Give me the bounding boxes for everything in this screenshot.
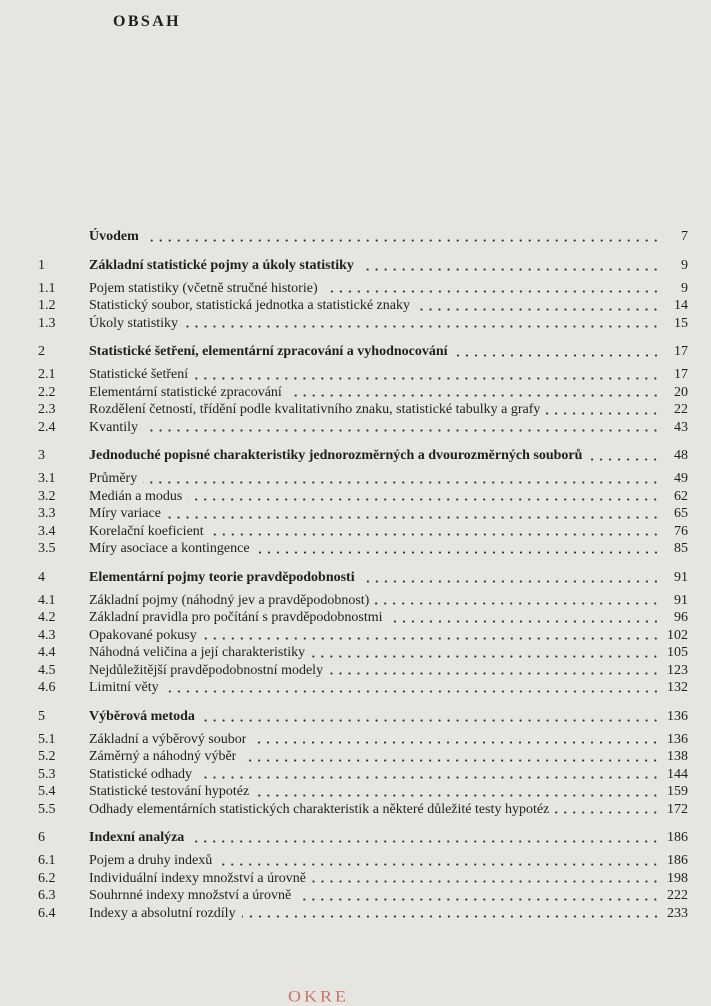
toc-page-number: 91 <box>674 592 688 608</box>
dot-leader <box>167 516 660 519</box>
toc-page-number: 49 <box>674 471 688 486</box>
toc-number: 2.2 <box>38 384 56 400</box>
toc-section-row <box>38 592 688 610</box>
toc-section-row <box>38 297 688 315</box>
toc-number: 4 <box>38 569 45 585</box>
toc-number: 1.3 <box>38 315 56 331</box>
dot-leader <box>203 637 660 640</box>
toc-title: Elementární statistické zpracování <box>89 384 282 400</box>
toc-page-number: 9 <box>681 280 688 296</box>
toc-page-number: 22 <box>674 402 688 417</box>
toc-title: Medián a modus <box>89 488 183 504</box>
toc-title: Rozdělení četností, třídění podle kvalitativního znaku, statistické tabulky a grafy <box>89 402 541 417</box>
toc-number: 6.4 <box>38 905 56 921</box>
toc-number: 5.3 <box>38 766 56 782</box>
toc-page-number: 20 <box>674 384 688 400</box>
dot-leader <box>324 290 660 293</box>
toc-page-number: 43 <box>674 419 688 435</box>
toc-page-number: 91 <box>674 569 688 585</box>
toc-number: 3.3 <box>38 506 56 521</box>
toc-number: 4.5 <box>38 662 56 678</box>
toc-page-number: 136 <box>667 708 688 724</box>
dot-leader <box>297 898 660 901</box>
toc-chapter-row <box>38 256 688 275</box>
toc-title: Individuální indexy množství a úrovně <box>89 870 306 886</box>
toc-title: Indexy a absolutní rozdíly <box>89 905 236 921</box>
toc-page-number: 48 <box>674 448 688 463</box>
toc-page-number: 172 <box>667 801 688 817</box>
toc-title: Souhrnné indexy množství a úrovně <box>89 888 292 903</box>
toc-number: 2.4 <box>38 419 56 435</box>
toc-section-row <box>38 609 688 627</box>
toc-title: Limitní věty <box>89 680 159 695</box>
toc-section-row <box>38 870 688 888</box>
dot-leader <box>165 690 660 693</box>
toc-number: 4.2 <box>38 610 56 625</box>
toc-title: Statistické šetření, elementární zpracování a vyhodnocování <box>89 344 448 359</box>
dot-leader <box>201 719 660 722</box>
toc-section-row <box>38 783 688 801</box>
toc-section-row <box>38 401 688 419</box>
toc-number: 5 <box>38 708 45 724</box>
dot-leader <box>210 533 660 536</box>
toc-title: Indexní analýza <box>89 830 185 845</box>
toc-page-number: 186 <box>667 830 688 845</box>
dot-leader <box>360 268 660 271</box>
toc-section-row <box>38 644 688 662</box>
toc-number: 4.3 <box>38 627 56 643</box>
toc-title: Nejdůležitější pravděpodobnostní modely <box>89 662 324 678</box>
toc-number: 6.2 <box>38 870 56 886</box>
toc-section-row <box>38 662 688 680</box>
dot-leader <box>145 239 660 242</box>
toc-number: 4.4 <box>38 645 56 660</box>
toc-page-number: 136 <box>667 731 688 747</box>
toc-page-number: 62 <box>674 488 688 504</box>
dot-leader <box>454 354 660 357</box>
toc-section-row <box>38 852 688 870</box>
toc-page-number: 222 <box>667 888 688 903</box>
toc-number: 1.2 <box>38 298 56 313</box>
toc-title: Statistické testování hypotéz <box>89 784 250 799</box>
toc-page-number: 14 <box>674 298 688 313</box>
toc-page-number: 96 <box>674 610 688 625</box>
toc-page-number: 85 <box>674 541 688 556</box>
toc-page-number: 15 <box>674 315 688 331</box>
dot-leader <box>329 672 660 675</box>
dot-leader <box>143 481 660 484</box>
toc-section-row <box>38 505 688 523</box>
toc-title: Úvodem <box>89 229 139 244</box>
toc-title: Statistické šetření <box>89 367 189 382</box>
toc-title: Kvantily <box>89 419 138 435</box>
toc-number: 3.1 <box>38 471 56 486</box>
toc-section-row <box>38 384 688 402</box>
toc-section-row <box>38 748 688 766</box>
toc-section-row <box>38 540 688 558</box>
dot-leader <box>288 394 660 397</box>
dot-leader <box>256 551 660 554</box>
toc-title: Výběrová metoda <box>89 708 195 724</box>
toc-section-row <box>38 366 688 384</box>
toc-section-row <box>38 887 688 905</box>
toc-section-row <box>38 679 688 697</box>
dot-leader <box>389 620 660 623</box>
dot-leader <box>144 429 660 432</box>
toc-title: Průměry <box>89 471 138 486</box>
toc-title: Korelační koeficient <box>89 523 204 539</box>
toc-number: 3.2 <box>38 488 56 504</box>
toc-title: Základní statistické pojmy a úkoly statistiky <box>89 257 354 273</box>
toc-section-row <box>38 905 688 923</box>
dot-leader <box>588 458 660 461</box>
toc-chapter-row <box>38 707 688 726</box>
toc-number: 6 <box>38 830 45 845</box>
toc-title: Statistický soubor, statistická jednotka a statistické znaky <box>89 298 410 313</box>
toc-chapter-row <box>38 446 688 465</box>
toc-title: Jednoduché popisné charakteristiky jednorozměrných a dvourozměrných souborů <box>89 448 583 463</box>
toc-number: 2 <box>38 344 45 359</box>
dot-leader <box>198 776 660 779</box>
toc-number: 2.1 <box>38 367 56 382</box>
toc-page-number: 17 <box>674 367 688 382</box>
toc-number: 5.2 <box>38 749 56 764</box>
toc-chapter-row <box>38 342 688 361</box>
toc-section-row <box>38 801 688 819</box>
toc-page-number: 102 <box>667 627 688 643</box>
page-heading: OBSAH <box>113 13 182 30</box>
toc-section-row <box>38 419 688 437</box>
toc-chapter-row <box>38 568 688 587</box>
toc-section-row <box>38 627 688 645</box>
dot-leader <box>218 863 660 866</box>
toc-page-number: 123 <box>667 662 688 678</box>
stamp-fragment: OKRE <box>288 987 349 1006</box>
dot-leader <box>188 498 660 501</box>
dot-leader <box>312 880 660 883</box>
toc-number: 3.5 <box>38 541 56 556</box>
toc-number: 3 <box>38 448 45 463</box>
toc-number: 6.1 <box>38 853 56 868</box>
dot-leader <box>190 840 660 843</box>
toc-number: 1 <box>38 257 45 273</box>
dot-leader <box>555 811 660 814</box>
toc-title: Záměrný a náhodný výběr <box>89 749 237 764</box>
table-of-contents <box>38 228 688 922</box>
toc-number: 4.1 <box>38 592 56 608</box>
toc-page-number: 65 <box>674 506 688 521</box>
dot-leader <box>194 377 660 380</box>
toc-page-number: 159 <box>667 784 688 799</box>
toc-number: 1.1 <box>38 280 56 296</box>
toc-number: 5.1 <box>38 731 56 747</box>
toc-number: 4.6 <box>38 680 56 695</box>
toc-chapter-row <box>38 228 688 246</box>
toc-title: Statistické odhady <box>89 766 193 782</box>
toc-section-row <box>38 766 688 784</box>
toc-page-number: 7 <box>681 229 688 244</box>
toc-title: Odhady elementárních statistických charakteristik a některé důležité testy hypotéz <box>89 801 550 817</box>
toc-title: Základní pojmy (náhodný jev a pravděpodobnost) <box>89 592 370 608</box>
toc-page-number: 9 <box>681 257 688 273</box>
toc-title: Opakované pokusy <box>89 627 197 643</box>
toc-title: Elementární pojmy teorie pravděpodobnosti <box>89 569 355 585</box>
toc-page-number: 233 <box>667 905 688 921</box>
toc-section-row <box>38 280 688 298</box>
toc-page-number: 105 <box>667 645 688 660</box>
toc-page-number: 198 <box>667 870 688 886</box>
dot-leader <box>252 741 660 744</box>
toc-page-number: 138 <box>667 749 688 764</box>
toc-page-number: 132 <box>667 680 688 695</box>
toc-section-row <box>38 488 688 506</box>
toc-page-number: 76 <box>674 523 688 539</box>
dot-leader <box>184 325 660 328</box>
toc-title: Náhodná veličina a její charakteristiky <box>89 645 306 660</box>
dot-leader <box>242 915 660 918</box>
toc-title: Pojem a druhy indexů <box>89 853 213 868</box>
toc-title: Míry asociace a kontingence <box>89 541 250 556</box>
dot-leader <box>416 308 660 311</box>
toc-title: Úkoly statistiky <box>89 315 179 331</box>
toc-section-row <box>38 470 688 488</box>
toc-section-row <box>38 523 688 541</box>
dot-leader <box>255 794 660 797</box>
toc-title: Základní a výběrový soubor <box>89 731 247 747</box>
toc-chapter-row <box>38 828 688 847</box>
toc-page-number: 144 <box>667 766 688 782</box>
toc-title: Základní pravidla pro počítání s pravděpodobnostmi <box>89 610 383 625</box>
toc-title: Pojem statistiky (včetně stručné historie) <box>89 280 318 296</box>
toc-section-row <box>38 731 688 749</box>
dot-leader <box>546 412 660 415</box>
dot-leader <box>375 602 660 605</box>
toc-section-row <box>38 315 688 333</box>
toc-page-number: 17 <box>674 344 688 359</box>
toc-number: 3.4 <box>38 523 56 539</box>
toc-number: 5.4 <box>38 784 56 799</box>
toc-number: 2.3 <box>38 402 56 417</box>
toc-page-number: 186 <box>667 853 688 868</box>
dot-leader <box>311 655 660 658</box>
dot-leader <box>361 580 660 583</box>
toc-number: 6.3 <box>38 888 56 903</box>
toc-number: 5.5 <box>38 801 56 817</box>
dot-leader <box>242 759 660 762</box>
toc-title: Míry variace <box>89 506 161 521</box>
